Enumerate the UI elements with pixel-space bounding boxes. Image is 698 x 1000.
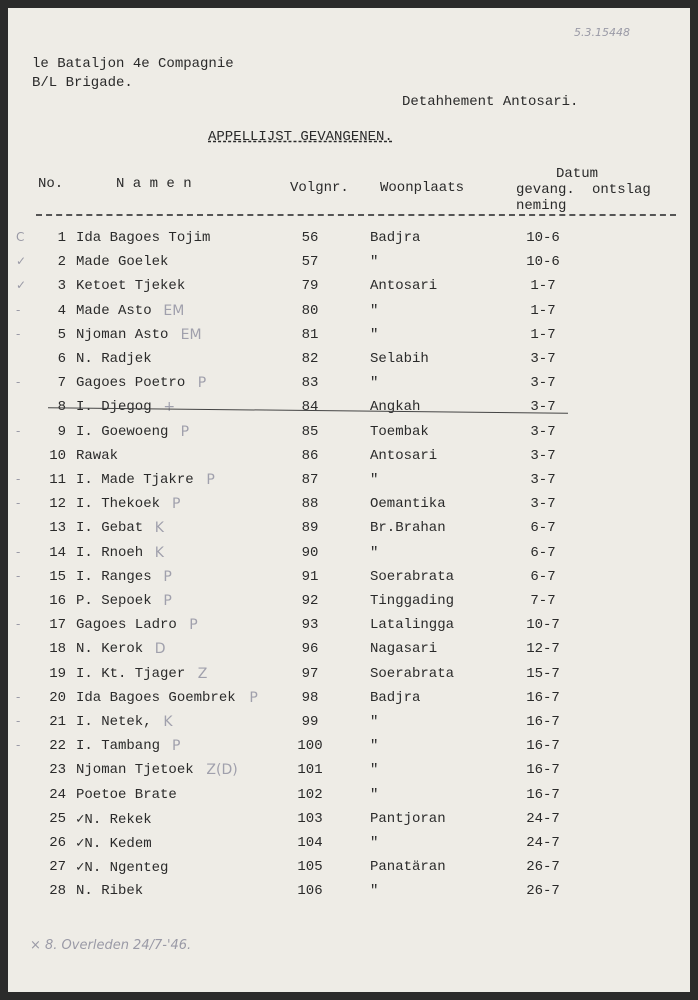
row-volgnr: 93 — [301, 617, 319, 634]
table-row — [8, 448, 690, 472]
row-pencil-annotation: P — [163, 568, 172, 585]
table-row — [8, 641, 690, 665]
row-datum: 3-7 — [530, 496, 556, 513]
row-volgnr: 89 — [301, 520, 319, 537]
row-number: 24 — [49, 786, 66, 803]
row-name: Poetoe Brate — [76, 786, 177, 803]
row-woonplaats: Antosari — [370, 278, 438, 295]
row-woonplaats: " — [370, 738, 379, 755]
row-pencil-annotation: EM — [180, 326, 202, 343]
table-row — [8, 424, 690, 448]
row-pencil-annotation: K — [154, 520, 164, 537]
row-mark: - — [16, 326, 21, 341]
row-name: I. Djegog — [76, 399, 152, 416]
row-number: 8 — [57, 399, 66, 416]
row-pencil-annotation: P — [206, 472, 215, 488]
row-name: I. Netek, — [76, 714, 152, 730]
row-volgnr: 90 — [301, 544, 319, 561]
row-volgnr: 85 — [301, 423, 319, 440]
table-row — [8, 230, 690, 254]
row-volgnr: 83 — [301, 375, 319, 392]
row-name: I. Ranges — [76, 568, 152, 585]
col-header-namen: N a m e n — [116, 176, 192, 192]
row-name: I. Made Tjakre — [76, 472, 194, 488]
row-number: 6 — [57, 351, 66, 367]
row-datum: 1-7 — [530, 278, 556, 295]
row-datum: 10-6 — [526, 254, 560, 271]
row-woonplaats: " — [370, 835, 379, 851]
table-row — [8, 690, 690, 714]
row-woonplaats: " — [370, 302, 379, 319]
row-mark: - — [16, 375, 21, 390]
row-mark: - — [16, 689, 21, 704]
row-pencil-annotation: P — [172, 738, 181, 755]
row-pencil-annotation: K — [154, 544, 164, 561]
row-number: 21 — [49, 714, 66, 730]
document-page — [8, 8, 690, 992]
row-mark: ✓ — [16, 254, 27, 269]
row-name: Njoman Asto — [76, 326, 169, 343]
row-name: ✓N. Rekek — [76, 811, 152, 828]
row-mark: - — [16, 714, 21, 728]
table-row — [8, 303, 690, 327]
table-row — [8, 375, 690, 399]
row-woonplaats: Antosari — [370, 447, 438, 464]
row-woonplaats: " — [370, 326, 379, 343]
row-name: I. Gebat — [76, 520, 144, 537]
row-mark: - — [16, 302, 21, 317]
row-name: I. Kt. Tjager — [76, 665, 186, 682]
row-number: 1 — [57, 230, 66, 246]
row-datum: 24-7 — [526, 810, 560, 827]
row-volgnr: 106 — [297, 883, 323, 900]
col-header-no: No. — [38, 176, 64, 192]
row-number: 7 — [57, 375, 66, 392]
table-row — [8, 714, 690, 738]
table-row — [8, 254, 690, 278]
row-name: Rawak — [76, 447, 119, 464]
row-pencil-annotation: P — [189, 617, 198, 634]
row-number: 28 — [49, 883, 66, 900]
row-number: 18 — [49, 641, 66, 658]
row-mark: ✓ — [16, 278, 27, 293]
row-name: Gagoes Poetro — [76, 375, 186, 392]
row-number: 11 — [49, 472, 66, 488]
row-number: 13 — [49, 520, 66, 537]
col-header-woonplaats: Woonplaats — [380, 180, 465, 196]
row-woonplaats: Toembak — [370, 423, 429, 440]
row-woonplaats: " — [370, 762, 379, 779]
row-number: 17 — [49, 617, 66, 634]
row-pencil-annotation: Z — [197, 665, 208, 682]
row-volgnr: 105 — [297, 859, 323, 876]
row-volgnr: 101 — [297, 762, 323, 779]
row-woonplaats: " — [370, 714, 379, 730]
row-volgnr: 91 — [301, 568, 319, 585]
row-datum: 7-7 — [530, 593, 556, 609]
row-mark: - — [16, 496, 21, 511]
col-header-neming: neming — [516, 198, 567, 214]
row-volgnr: 81 — [301, 326, 319, 343]
row-woonplaats: " — [370, 786, 379, 803]
row-number: 10 — [49, 447, 66, 464]
row-datum: 3-7 — [530, 351, 556, 367]
row-woonplaats: Pantjoran — [370, 810, 446, 827]
table-row — [8, 520, 690, 544]
row-datum: 26-7 — [526, 859, 560, 876]
row-datum: 15-7 — [526, 665, 560, 682]
row-woonplaats: " — [370, 375, 379, 392]
row-pencil-annotation: Z(D) — [206, 762, 238, 779]
row-number: 12 — [49, 496, 66, 513]
row-volgnr: 102 — [297, 786, 323, 803]
row-datum: 6-7 — [530, 544, 556, 561]
row-name: Ketoet Tjekek — [76, 278, 186, 295]
row-volgnr: 92 — [301, 593, 319, 609]
row-pencil-annotation: D — [154, 641, 166, 658]
row-datum: 16-7 — [526, 762, 560, 779]
row-volgnr: 79 — [301, 278, 319, 295]
row-volgnr: 103 — [297, 810, 323, 827]
table-row — [8, 835, 690, 859]
row-woonplaats: " — [370, 544, 379, 561]
row-pencil-annotation: EM — [163, 302, 185, 319]
row-volgnr: 56 — [301, 230, 319, 246]
row-mark: - — [16, 423, 21, 438]
table-row — [8, 738, 690, 762]
header-divider — [36, 214, 676, 216]
row-datum: 3-7 — [530, 472, 556, 488]
row-woonplaats: Nagasari — [370, 641, 438, 658]
row-mark: - — [16, 617, 21, 632]
row-datum: 10-7 — [526, 617, 560, 634]
row-pencil-annotation: P — [249, 689, 258, 706]
row-woonplaats: Br.Brahan — [370, 520, 446, 537]
row-volgnr: 84 — [301, 399, 319, 416]
col-header-ontslag: ontslag — [592, 182, 651, 198]
row-datum: 16-7 — [526, 714, 560, 730]
table-row — [8, 811, 690, 835]
row-woonplaats: Angkah — [370, 399, 421, 416]
row-volgnr: 100 — [297, 738, 323, 755]
col-header-volgnr: Volgnr. — [290, 180, 349, 196]
col-header-datum: Datum — [556, 166, 599, 182]
row-volgnr: 86 — [301, 447, 319, 464]
row-name: P. Sepoek — [76, 593, 152, 609]
table-row — [8, 593, 690, 617]
handwritten-footer-note: × 8. Overleden 24/7-'46. — [30, 938, 192, 953]
row-datum: 6-7 — [530, 520, 556, 537]
row-datum: 3-7 — [530, 375, 556, 392]
table-row — [8, 351, 690, 375]
row-number: 19 — [49, 665, 66, 682]
row-volgnr: 96 — [301, 641, 319, 658]
row-name: Gagoes Ladro — [76, 617, 177, 634]
row-woonplaats: Soerabrata — [370, 568, 455, 585]
row-woonplaats: Selabih — [370, 351, 429, 367]
row-woonplaats: Soerabrata — [370, 665, 455, 682]
row-pencil-annotation: K — [163, 714, 173, 730]
row-name: N. Ribek — [76, 883, 144, 900]
row-pencil-annotation: P — [197, 375, 207, 392]
row-name: I. Rnoeh — [76, 544, 144, 561]
row-datum: 12-7 — [526, 641, 560, 658]
row-name: I. Thekoek — [76, 496, 161, 513]
row-number: 3 — [57, 278, 66, 295]
row-name: Made Goelek — [76, 254, 169, 271]
table-row — [8, 399, 690, 423]
row-woonplaats: Latalingga — [370, 617, 455, 634]
row-name: I. Goewoeng — [76, 423, 169, 440]
row-number: 5 — [57, 326, 66, 343]
table-row — [8, 859, 690, 883]
row-volgnr: 87 — [301, 472, 319, 488]
row-volgnr: 80 — [301, 302, 319, 319]
col-header-gevang: gevang. — [516, 182, 575, 198]
row-name: ✓N. Ngenteg — [76, 860, 169, 877]
row-datum: 16-7 — [526, 689, 560, 706]
row-number: 16 — [49, 593, 66, 609]
row-number: 4 — [57, 302, 66, 319]
row-mark: - — [16, 568, 21, 583]
row-woonplaats: " — [370, 254, 379, 271]
row-datum: 16-7 — [526, 738, 560, 755]
row-number: 14 — [49, 544, 66, 561]
row-woonplaats: Panatäran — [370, 859, 446, 876]
row-number: 23 — [49, 762, 66, 779]
row-woonplaats: Badjra — [370, 230, 421, 246]
table-row — [8, 278, 690, 302]
row-number: 22 — [49, 738, 66, 755]
row-mark: - — [16, 544, 21, 559]
row-woonplaats: " — [370, 472, 379, 488]
table-row — [8, 569, 690, 593]
table-row — [8, 327, 690, 351]
row-datum: 6-7 — [530, 568, 556, 585]
row-pencil-annotation: P — [172, 496, 181, 513]
row-name: Ida Bagoes Tojim — [76, 230, 211, 246]
row-volgnr: 57 — [301, 254, 319, 271]
archive-number: 5.3.15448 — [574, 26, 630, 39]
row-volgnr: 104 — [297, 835, 323, 851]
row-volgnr: 88 — [301, 496, 319, 513]
row-name: Made Asto — [76, 302, 152, 319]
unit-line-1: le Bataljon 4e Compagnie — [32, 56, 234, 72]
row-datum: 24-7 — [526, 835, 560, 851]
row-name: Njoman Tjetoek — [76, 762, 194, 779]
page-title: APPELLIJST GEVANGENEN. — [208, 129, 393, 145]
row-mark: - — [16, 738, 21, 753]
table-row — [8, 545, 690, 569]
row-woonplaats: Oemantika — [370, 496, 446, 513]
row-number: 9 — [57, 423, 66, 440]
row-pencil-annotation: P — [163, 593, 172, 609]
row-volgnr: 82 — [301, 351, 319, 367]
row-name: I. Tambang — [76, 738, 161, 755]
row-pencil-annotation: P — [180, 423, 190, 440]
table-row — [8, 787, 690, 811]
table-row — [8, 883, 690, 907]
row-name: N. Kerok — [76, 641, 144, 658]
row-number: 15 — [49, 568, 66, 585]
row-number: 20 — [49, 689, 66, 706]
row-mark: C — [16, 230, 25, 244]
row-name: Ida Bagoes Goembrek — [76, 689, 236, 706]
row-datum: 26-7 — [526, 883, 560, 900]
table-row — [8, 472, 690, 496]
row-datum: 3-7 — [530, 447, 556, 464]
row-number: 26 — [49, 835, 66, 851]
row-datum: 16-7 — [526, 786, 560, 803]
row-volgnr: 97 — [301, 665, 319, 682]
detachment-label: Detahhement Antosari. — [402, 94, 579, 110]
row-datum: 3-7 — [530, 399, 556, 416]
row-datum: 10-6 — [526, 230, 560, 246]
row-datum: 1-7 — [530, 302, 556, 319]
row-name: N. Radjek — [76, 351, 152, 367]
row-number: 27 — [49, 859, 66, 876]
row-woonplaats: Badjra — [370, 689, 421, 706]
row-volgnr: 99 — [301, 714, 319, 730]
table-row — [8, 617, 690, 641]
unit-line-2: B/L Brigade. — [32, 75, 133, 91]
row-name: ✓N. Kedem — [76, 836, 152, 852]
row-mark: - — [16, 472, 21, 486]
table-row — [8, 762, 690, 786]
row-woonplaats: " — [370, 883, 379, 900]
row-number: 2 — [57, 254, 66, 271]
row-volgnr: 98 — [301, 689, 319, 706]
row-datum: 3-7 — [530, 423, 556, 440]
row-datum: 1-7 — [530, 326, 556, 343]
row-pencil-annotation: + — [163, 399, 176, 416]
table-row — [8, 496, 690, 520]
row-woonplaats: Tinggading — [370, 593, 455, 609]
row-number: 25 — [49, 810, 66, 827]
table-row — [8, 666, 690, 690]
